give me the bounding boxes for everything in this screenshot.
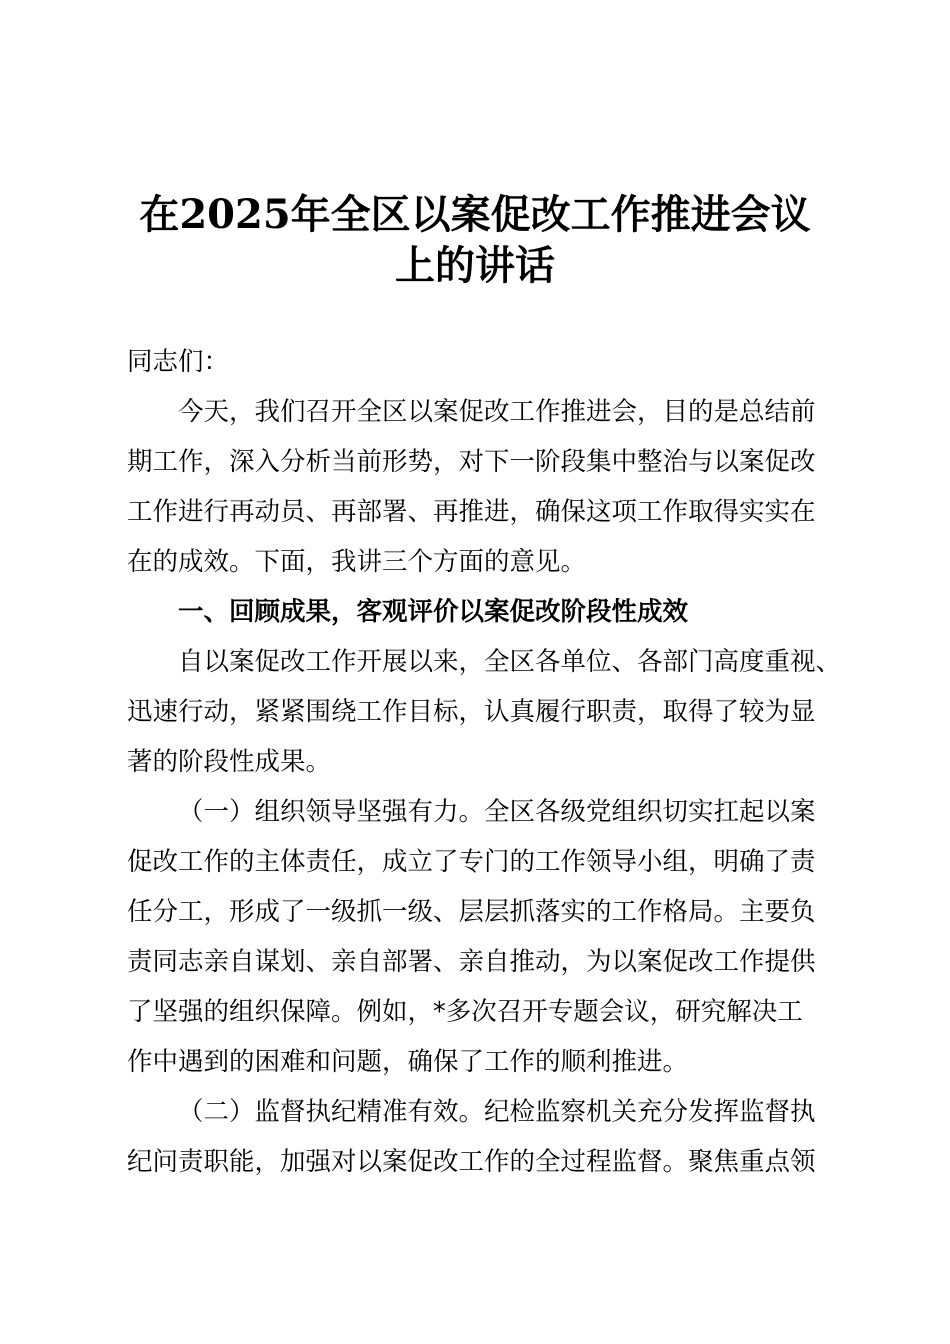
paragraph-line: 纪问责职能，加强对以案促改工作的全过程监督。聚焦重点领 [127,1147,816,1177]
paragraph-line: 工作进行再动员、再部署、再推进，确保这项工作取得实实在 [127,497,816,527]
paragraph-line: 作中遇到的困难和问题，确保了工作的顺利推进。 [127,1047,689,1077]
section-heading: 一、回顾成果，客观评价以案促改阶段性成效 [178,597,689,627]
document-title-line-1: 在2025年全区以案促改工作推进会议 [139,191,811,238]
paragraph-line: 任分工，形成了一级抓一级、层层抓落实的工作格局。主要负 [127,897,816,927]
paragraph-line: 今天，我们召开全区以案促改工作推进会，目的是总结前 [178,397,816,427]
paragraph-line: 自以案促改工作开展以来，全区各单位、各部门高度重视、 [178,647,842,677]
paragraph-line: 著的阶段性成果。 [127,747,332,777]
paragraph-line: 促改工作的主体责任，成立了专门的工作领导小组，明确了责 [127,847,816,877]
paragraph-line: 了坚强的组织保障。例如，*多次召开专题会议，研究解决工 [127,997,803,1027]
salutation: 同志们： [127,347,230,377]
paragraph-line: 迅速行动，紧紧围绕工作目标，认真履行职责，取得了较为显 [127,697,816,727]
paragraph-line: （一）组织领导坚强有力。全区各级党组织切实扛起以案 [178,797,816,827]
paragraph-line: 责同志亲自谋划、亲自部署、亲自推动，为以案促改工作提供 [127,947,816,977]
paragraph-line: （二）监督执纪精准有效。纪检监察机关充分发挥监督执 [178,1097,816,1127]
paragraph-line: 期工作，深入分析当前形势，对下一阶段集中整治与以案促改 [127,447,816,477]
paragraph-line: 在的成效。下面，我讲三个方面的意见。 [127,547,587,577]
document-title-line-2: 上的讲话 [395,242,555,289]
